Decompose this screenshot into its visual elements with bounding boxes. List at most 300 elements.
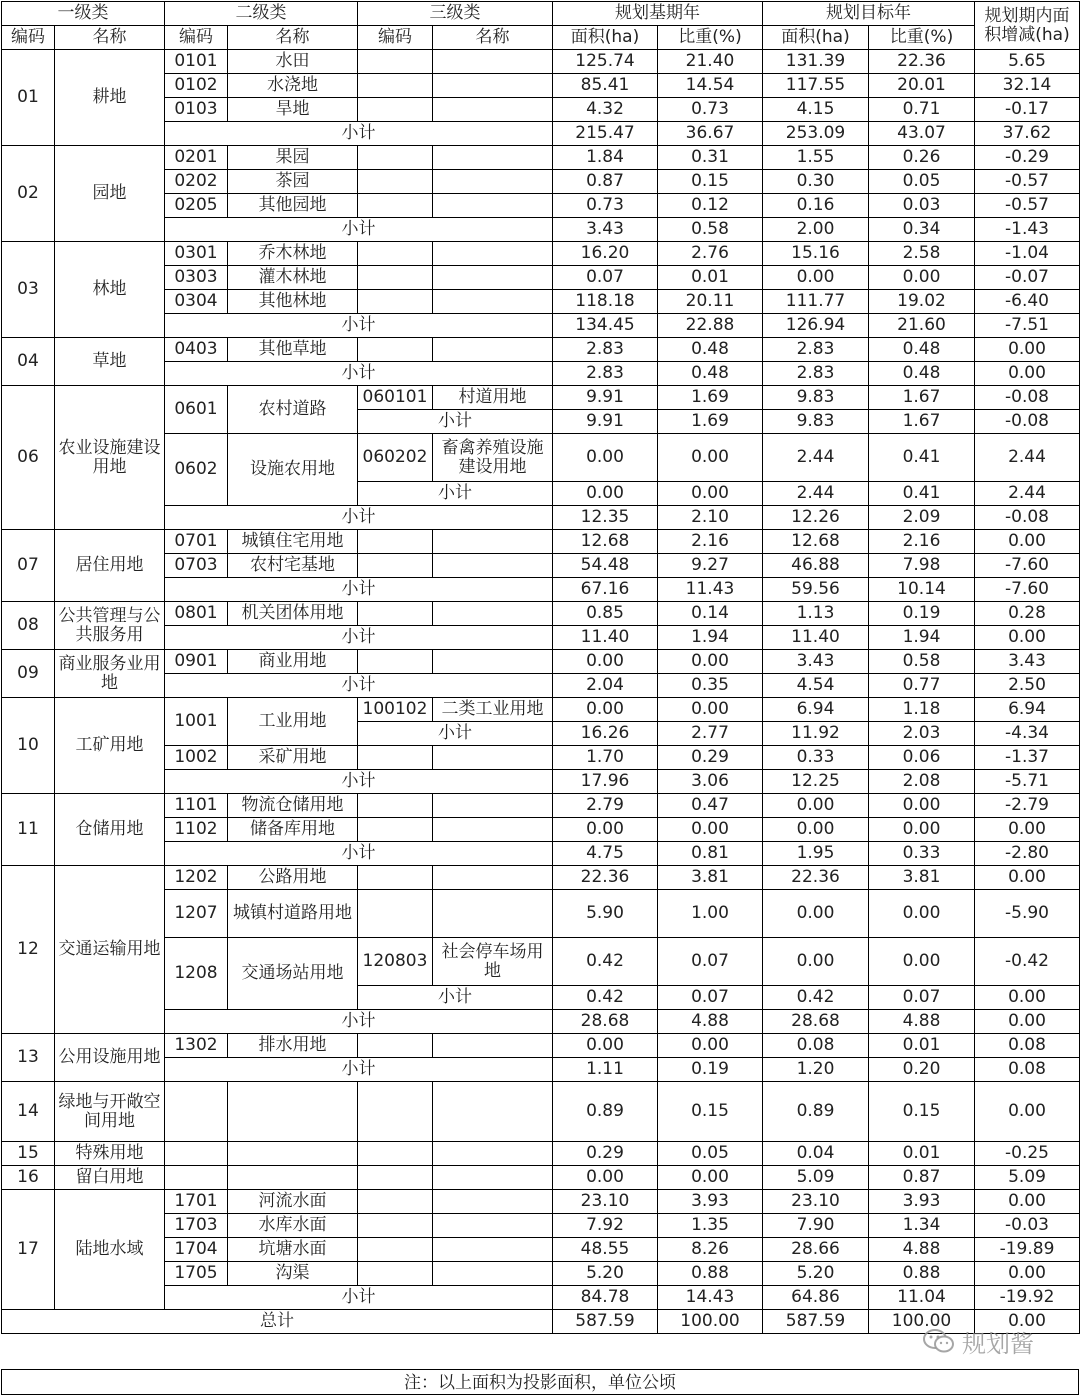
table-row <box>2 1082 1080 1142</box>
level2-name: 城镇住宅用地 <box>228 530 358 554</box>
value-cell: 9.27 <box>658 554 763 578</box>
value-cell: 0.88 <box>658 1262 763 1286</box>
value-cell: 12.68 <box>553 530 658 554</box>
value-cell: 6.94 <box>975 698 1080 722</box>
value-cell: 4.88 <box>869 1238 975 1262</box>
level1-code: 06 <box>2 386 55 530</box>
empty-cell <box>358 746 433 770</box>
value-cell: 0.19 <box>658 1058 763 1082</box>
value-cell: 1.35 <box>658 1214 763 1238</box>
value-cell: 1.69 <box>658 386 763 410</box>
table-row <box>2 146 1080 170</box>
value-cell: 3.43 <box>763 650 869 674</box>
table-row <box>2 530 1080 554</box>
subtotal-label: 小计 <box>165 506 553 530</box>
empty-cell <box>358 290 433 314</box>
value-cell: 20.11 <box>658 290 763 314</box>
level2-code: 0201 <box>165 146 228 170</box>
value-cell: 126.94 <box>763 314 869 338</box>
value-cell: 5.90 <box>553 890 658 938</box>
value-cell: 253.09 <box>763 122 869 146</box>
subtotal-label: 小计 <box>165 1010 553 1034</box>
watermark-text: 规划酱 <box>962 1329 1034 1358</box>
value-cell: 11.92 <box>763 722 869 746</box>
empty-cell <box>433 818 553 842</box>
subtotal-label: 小计 <box>165 362 553 386</box>
empty-cell <box>165 1166 228 1190</box>
value-cell: 9.91 <box>553 410 658 434</box>
level1-code: 10 <box>2 698 55 794</box>
value-cell: -2.79 <box>975 794 1080 818</box>
value-cell: 0.73 <box>553 194 658 218</box>
value-cell: 54.48 <box>553 554 658 578</box>
value-cell: 22.88 <box>658 314 763 338</box>
empty-cell <box>358 1082 433 1142</box>
header-name: 名称 <box>433 26 553 50</box>
value-cell: 11.40 <box>763 626 869 650</box>
value-cell: 0.26 <box>869 146 975 170</box>
level1-name: 园地 <box>55 146 165 242</box>
value-cell: 0.41 <box>869 482 975 506</box>
value-cell: 0.14 <box>658 602 763 626</box>
value-cell: 0.47 <box>658 794 763 818</box>
value-cell: 23.10 <box>553 1190 658 1214</box>
value-cell: -6.40 <box>975 290 1080 314</box>
value-cell: 0.00 <box>975 530 1080 554</box>
empty-cell <box>358 338 433 362</box>
value-cell: 0.48 <box>658 338 763 362</box>
wechat-icon <box>922 1328 956 1354</box>
value-cell: 2.44 <box>763 482 869 506</box>
value-cell: 2.44 <box>975 434 1080 482</box>
level1-code: 01 <box>2 50 55 146</box>
value-cell: 12.26 <box>763 506 869 530</box>
value-cell: 48.55 <box>553 1238 658 1262</box>
subtotal-label: 小计 <box>358 410 553 434</box>
value-cell: 0.16 <box>763 194 869 218</box>
value-cell: 5.20 <box>553 1262 658 1286</box>
header-level2: 二级类 <box>165 2 358 26</box>
empty-cell <box>358 554 433 578</box>
value-cell: 3.43 <box>553 218 658 242</box>
level3-name: 二类工业用地 <box>433 698 553 722</box>
level2-name: 商业用地 <box>228 650 358 674</box>
value-cell: 5.09 <box>975 1166 1080 1190</box>
value-cell: 0.08 <box>975 1058 1080 1082</box>
level2-code: 0202 <box>165 170 228 194</box>
level2-name: 坑塘水面 <box>228 1238 358 1262</box>
value-cell: 59.56 <box>763 578 869 602</box>
level2-code: 1704 <box>165 1238 228 1262</box>
value-cell: 37.62 <box>975 122 1080 146</box>
value-cell: 0.00 <box>869 818 975 842</box>
level3-code: 060101 <box>358 386 433 410</box>
subtotal-label: 小计 <box>165 626 553 650</box>
value-cell: 2.77 <box>658 722 763 746</box>
value-cell: 21.60 <box>869 314 975 338</box>
subtotal-label: 小计 <box>358 986 553 1010</box>
table-row <box>2 1142 1080 1166</box>
value-cell: 21.40 <box>658 50 763 74</box>
value-cell: 0.00 <box>869 938 975 986</box>
value-cell: 0.30 <box>763 170 869 194</box>
level1-name: 农业设施建设用地 <box>55 386 165 530</box>
empty-cell <box>358 1190 433 1214</box>
value-cell: 1.84 <box>553 146 658 170</box>
value-cell: 2.83 <box>553 362 658 386</box>
level2-name: 工业用地 <box>228 698 358 746</box>
value-cell: 0.48 <box>658 362 763 386</box>
value-cell: 2.16 <box>658 530 763 554</box>
value-cell: 1.67 <box>869 410 975 434</box>
empty-cell <box>433 890 553 938</box>
value-cell: 3.81 <box>869 866 975 890</box>
value-cell: 14.43 <box>658 1286 763 1310</box>
value-cell: 0.07 <box>553 266 658 290</box>
value-cell: 2.58 <box>869 242 975 266</box>
value-cell: 5.65 <box>975 50 1080 74</box>
value-cell: 0.89 <box>553 1082 658 1142</box>
value-cell: 2.03 <box>869 722 975 746</box>
level1-name: 绿地与开敞空间用地 <box>55 1082 165 1142</box>
empty-cell <box>358 74 433 98</box>
value-cell: 12.68 <box>763 530 869 554</box>
empty-cell <box>433 794 553 818</box>
value-cell: 1.94 <box>869 626 975 650</box>
value-cell: -0.08 <box>975 386 1080 410</box>
empty-cell <box>433 602 553 626</box>
subtotal-label: 小计 <box>165 1058 553 1082</box>
value-cell: 2.44 <box>763 434 869 482</box>
empty-cell <box>433 1214 553 1238</box>
value-cell: -1.37 <box>975 746 1080 770</box>
value-cell: 0.01 <box>869 1034 975 1058</box>
value-cell: -2.80 <box>975 842 1080 866</box>
value-cell: 0.00 <box>658 698 763 722</box>
value-cell: 0.00 <box>763 266 869 290</box>
value-cell: 16.20 <box>553 242 658 266</box>
value-cell: 0.07 <box>869 986 975 1010</box>
value-cell: 131.39 <box>763 50 869 74</box>
level2-code: 1208 <box>165 938 228 1010</box>
value-cell: -0.17 <box>975 98 1080 122</box>
value-cell: 0.00 <box>975 338 1080 362</box>
empty-cell <box>358 98 433 122</box>
value-cell: 100.00 <box>658 1310 763 1334</box>
value-cell: 2.10 <box>658 506 763 530</box>
level3-name: 畜禽养殖设施建设用地 <box>433 434 553 482</box>
empty-cell <box>358 530 433 554</box>
value-cell: 1.55 <box>763 146 869 170</box>
level2-name: 采矿用地 <box>228 746 358 770</box>
empty-cell <box>433 554 553 578</box>
value-cell: 0.19 <box>869 602 975 626</box>
empty-cell <box>433 1082 553 1142</box>
table-row <box>2 50 1080 74</box>
level2-code: 0601 <box>165 386 228 434</box>
value-cell: 0.28 <box>975 602 1080 626</box>
level2-code: 0703 <box>165 554 228 578</box>
level2-name: 其他林地 <box>228 290 358 314</box>
level2-name: 水浇地 <box>228 74 358 98</box>
value-cell: 0.00 <box>658 1034 763 1058</box>
value-cell: 3.81 <box>658 866 763 890</box>
empty-cell <box>358 866 433 890</box>
value-cell: 0.00 <box>975 986 1080 1010</box>
value-cell: 0.58 <box>869 650 975 674</box>
empty-cell <box>433 650 553 674</box>
value-cell: 0.00 <box>658 482 763 506</box>
subtotal-label: 小计 <box>165 842 553 866</box>
value-cell: -0.57 <box>975 194 1080 218</box>
value-cell: -0.08 <box>975 506 1080 530</box>
value-cell: 64.86 <box>763 1286 869 1310</box>
value-cell: 0.07 <box>658 938 763 986</box>
level2-name: 沟渠 <box>228 1262 358 1286</box>
empty-cell <box>358 794 433 818</box>
header-code: 编码 <box>165 26 228 50</box>
level1-code: 14 <box>2 1082 55 1142</box>
value-cell: 1.69 <box>658 410 763 434</box>
level2-code: 0303 <box>165 266 228 290</box>
level2-name: 水库水面 <box>228 1214 358 1238</box>
value-cell: 4.15 <box>763 98 869 122</box>
empty-cell <box>165 1082 228 1142</box>
value-cell: 20.01 <box>869 74 975 98</box>
level2-code: 1001 <box>165 698 228 746</box>
value-cell: 0.00 <box>975 1082 1080 1142</box>
value-cell: 2.83 <box>763 362 869 386</box>
level1-name: 特殊用地 <box>55 1142 165 1166</box>
value-cell: 125.74 <box>553 50 658 74</box>
subtotal-label: 小计 <box>165 122 553 146</box>
level1-code: 17 <box>2 1190 55 1310</box>
value-cell: -1.04 <box>975 242 1080 266</box>
level1-name: 商业服务业用地 <box>55 650 165 698</box>
level1-name: 工矿用地 <box>55 698 165 794</box>
value-cell: 2.16 <box>869 530 975 554</box>
level2-name: 城镇村道路用地 <box>228 890 358 938</box>
value-cell: 2.08 <box>869 770 975 794</box>
empty-cell <box>358 1238 433 1262</box>
header-level3: 三级类 <box>358 2 553 26</box>
level1-code: 15 <box>2 1142 55 1166</box>
empty-cell <box>358 890 433 938</box>
value-cell: 0.00 <box>975 866 1080 890</box>
value-cell: 3.06 <box>658 770 763 794</box>
value-cell: 0.29 <box>658 746 763 770</box>
empty-cell <box>358 266 433 290</box>
level2-name: 水田 <box>228 50 358 74</box>
value-cell: 28.66 <box>763 1238 869 1262</box>
value-cell: 0.00 <box>975 1010 1080 1034</box>
value-cell: 0.42 <box>553 986 658 1010</box>
empty-cell <box>358 50 433 74</box>
level1-name: 耕地 <box>55 50 165 146</box>
value-cell: 0.29 <box>553 1142 658 1166</box>
value-cell: 10.14 <box>869 578 975 602</box>
value-cell: 1.67 <box>869 386 975 410</box>
value-cell: 0.00 <box>553 1166 658 1190</box>
value-cell: 0.88 <box>869 1262 975 1286</box>
value-cell: 12.25 <box>763 770 869 794</box>
watermark <box>922 1326 1072 1356</box>
value-cell: 0.00 <box>658 1166 763 1190</box>
level1-name: 居住用地 <box>55 530 165 602</box>
subtotal-label: 小计 <box>165 674 553 698</box>
empty-cell <box>433 1034 553 1058</box>
value-cell: -19.92 <box>975 1286 1080 1310</box>
level1-name: 公共管理与公共服务用 <box>55 602 165 650</box>
level2-name: 河流水面 <box>228 1190 358 1214</box>
value-cell: 1.94 <box>658 626 763 650</box>
value-cell: 0.00 <box>658 818 763 842</box>
value-cell: 22.36 <box>553 866 658 890</box>
level2-name: 设施农用地 <box>228 434 358 506</box>
value-cell: 0.35 <box>658 674 763 698</box>
table-row <box>2 1190 1080 1214</box>
value-cell: -4.34 <box>975 722 1080 746</box>
value-cell: 2.50 <box>975 674 1080 698</box>
empty-cell <box>358 1166 433 1190</box>
empty-cell <box>165 1142 228 1166</box>
value-cell: 134.45 <box>553 314 658 338</box>
table-row <box>2 866 1080 890</box>
value-cell: 118.18 <box>553 290 658 314</box>
value-cell: 0.00 <box>553 1034 658 1058</box>
value-cell: 11.43 <box>658 578 763 602</box>
value-cell: 0.33 <box>869 842 975 866</box>
value-cell: 0.00 <box>553 434 658 482</box>
value-cell: 0.00 <box>869 794 975 818</box>
value-cell: 111.77 <box>763 290 869 314</box>
value-cell: 1.95 <box>763 842 869 866</box>
level2-code: 0801 <box>165 602 228 626</box>
value-cell: 3.93 <box>869 1190 975 1214</box>
value-cell: 1.13 <box>763 602 869 626</box>
level2-code: 0602 <box>165 434 228 506</box>
level2-name: 果园 <box>228 146 358 170</box>
value-cell: 19.02 <box>869 290 975 314</box>
empty-cell <box>433 1238 553 1262</box>
header-name: 名称 <box>55 26 165 50</box>
value-cell: 0.73 <box>658 98 763 122</box>
value-cell: 0.00 <box>763 818 869 842</box>
empty-cell <box>358 650 433 674</box>
empty-cell <box>433 170 553 194</box>
value-cell: 0.00 <box>763 890 869 938</box>
subtotal-label: 小计 <box>358 482 553 506</box>
value-cell: -7.60 <box>975 578 1080 602</box>
value-cell: 0.03 <box>869 194 975 218</box>
level2-code: 1101 <box>165 794 228 818</box>
value-cell: 22.36 <box>869 50 975 74</box>
header-name: 名称 <box>228 26 358 50</box>
value-cell: 0.08 <box>763 1034 869 1058</box>
value-cell: 11.04 <box>869 1286 975 1310</box>
value-cell: 7.90 <box>763 1214 869 1238</box>
value-cell: 84.78 <box>553 1286 658 1310</box>
empty-cell <box>433 1166 553 1190</box>
value-cell: 0.00 <box>975 818 1080 842</box>
level3-code: 060202 <box>358 434 433 482</box>
value-cell: 0.48 <box>869 362 975 386</box>
value-cell: 6.94 <box>763 698 869 722</box>
value-cell: 36.67 <box>658 122 763 146</box>
value-cell: 4.75 <box>553 842 658 866</box>
empty-cell <box>433 746 553 770</box>
value-cell: 0.42 <box>553 938 658 986</box>
value-cell: 0.00 <box>763 794 869 818</box>
value-cell: -0.07 <box>975 266 1080 290</box>
level3-code: 120803 <box>358 938 433 986</box>
value-cell: 7.92 <box>553 1214 658 1238</box>
value-cell: -1.43 <box>975 218 1080 242</box>
level2-name: 储备库用地 <box>228 818 358 842</box>
level2-code: 0301 <box>165 242 228 266</box>
level1-name: 草地 <box>55 338 165 386</box>
value-cell: -0.42 <box>975 938 1080 986</box>
level2-code: 0701 <box>165 530 228 554</box>
value-cell: 0.00 <box>553 650 658 674</box>
value-cell: 7.98 <box>869 554 975 578</box>
header-ratio: 比重(%) <box>869 26 975 50</box>
level2-name: 排水用地 <box>228 1034 358 1058</box>
value-cell: 5.09 <box>763 1166 869 1190</box>
level1-name: 林地 <box>55 242 165 338</box>
empty-cell <box>433 530 553 554</box>
land-use-table <box>1 1 1080 1334</box>
level1-code: 16 <box>2 1166 55 1190</box>
value-cell: 0.00 <box>658 650 763 674</box>
level2-code: 1207 <box>165 890 228 938</box>
value-cell: 2.76 <box>658 242 763 266</box>
value-cell: -0.08 <box>975 410 1080 434</box>
level1-code: 11 <box>2 794 55 866</box>
value-cell: 67.16 <box>553 578 658 602</box>
value-cell: 1.11 <box>553 1058 658 1082</box>
level2-name: 乔木林地 <box>228 242 358 266</box>
level2-code: 1002 <box>165 746 228 770</box>
level2-name: 其他园地 <box>228 194 358 218</box>
value-cell: 0.06 <box>869 746 975 770</box>
value-cell: 0.89 <box>763 1082 869 1142</box>
value-cell: 0.15 <box>658 1082 763 1142</box>
value-cell: 0.87 <box>869 1166 975 1190</box>
value-cell: 0.87 <box>553 170 658 194</box>
level2-code: 0304 <box>165 290 228 314</box>
value-cell: 2.79 <box>553 794 658 818</box>
value-cell: 2.00 <box>763 218 869 242</box>
value-cell: 16.26 <box>553 722 658 746</box>
value-cell: 3.93 <box>658 1190 763 1214</box>
empty-cell <box>228 1142 358 1166</box>
level2-code: 1703 <box>165 1214 228 1238</box>
value-cell: 43.07 <box>869 122 975 146</box>
value-cell: 8.26 <box>658 1238 763 1262</box>
value-cell: 1.34 <box>869 1214 975 1238</box>
header-change: 规划期内面积增减(ha) <box>975 2 1080 50</box>
header-area: 面积(ha) <box>553 26 658 50</box>
value-cell: 0.00 <box>975 1190 1080 1214</box>
value-cell: -7.60 <box>975 554 1080 578</box>
level2-code: 1102 <box>165 818 228 842</box>
empty-cell <box>358 170 433 194</box>
value-cell: 9.83 <box>763 410 869 434</box>
value-cell: 0.07 <box>658 986 763 1010</box>
level2-name: 农村道路 <box>228 386 358 434</box>
empty-cell <box>358 1142 433 1166</box>
